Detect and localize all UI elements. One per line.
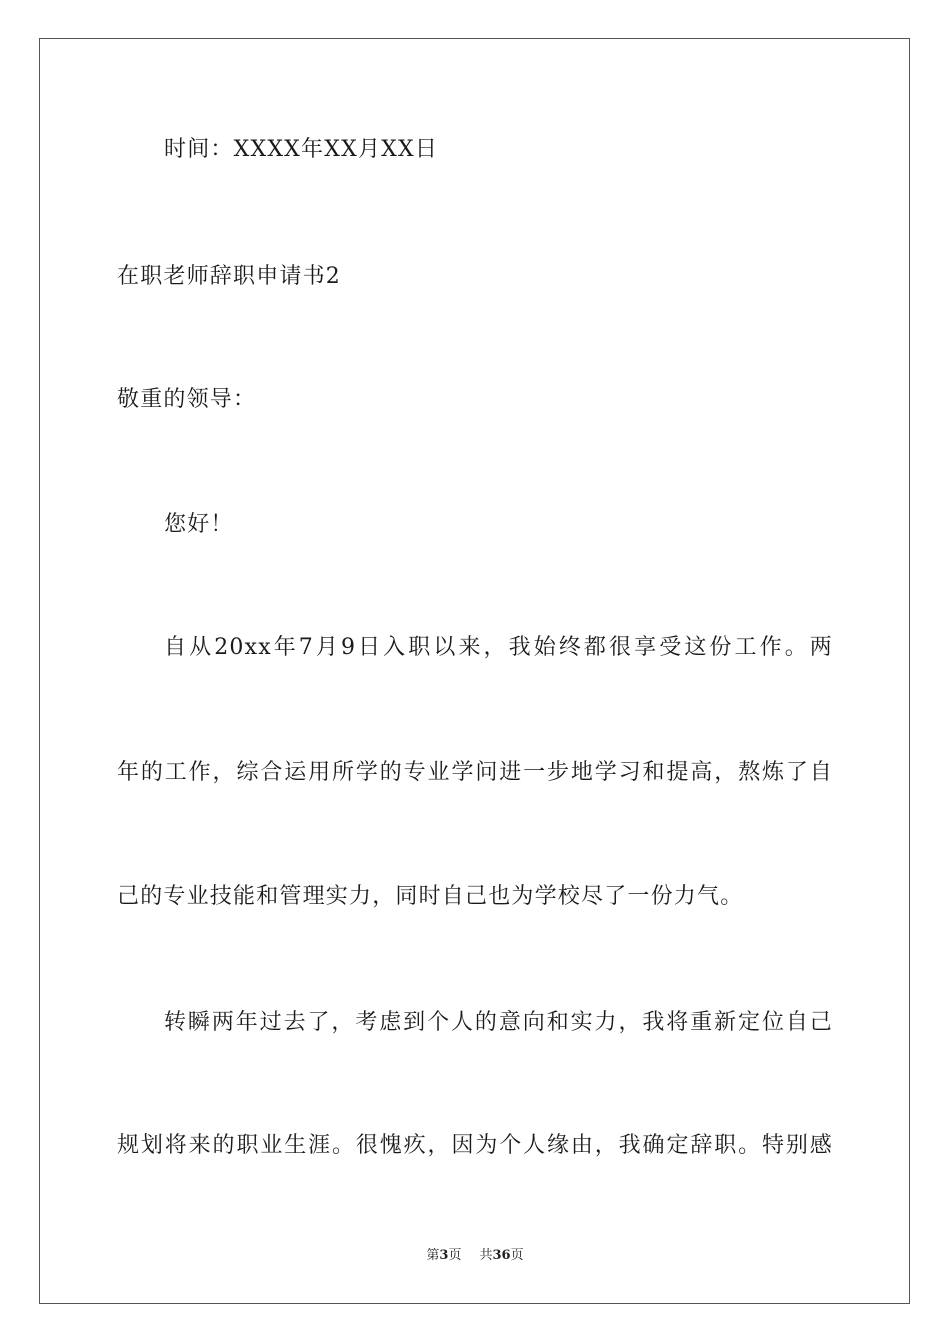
page-suffix: 页: [448, 1248, 462, 1263]
body-line-1: 自从20xx年7月9日入职以来，我始终都很享受这份工作。两: [164, 635, 833, 660]
body-line-4: 转瞬两年过去了，考虑到个人的意向和实力，我将重新定位自己: [164, 1010, 833, 1035]
date-line: 时间：XXXX年XX月XX日: [164, 137, 439, 162]
body-line-2: 年的工作，综合运用所学的专业学问进一步地学习和提高，熬炼了自: [117, 760, 833, 785]
salutation: 敬重的领导：: [117, 387, 257, 412]
total-pages: 36: [492, 1248, 511, 1263]
body-line-5: 规划将来的职业生涯。很愧疚，因为个人缘由，我确定辞职。特别感: [117, 1133, 833, 1158]
page-prefix: 第: [426, 1248, 440, 1263]
total-prefix: 共: [479, 1248, 493, 1263]
page-number: 3: [439, 1248, 449, 1263]
page-footer: [0, 1247, 950, 1265]
body-line-3: 己的专业技能和管理实力，同时自己也为学校尽了一份力气。: [117, 884, 744, 909]
greeting: 您好！: [164, 512, 234, 537]
page-border: [39, 38, 910, 1304]
total-suffix: 页: [510, 1248, 524, 1263]
document-heading: 在职老师辞职申请书2: [117, 264, 341, 289]
